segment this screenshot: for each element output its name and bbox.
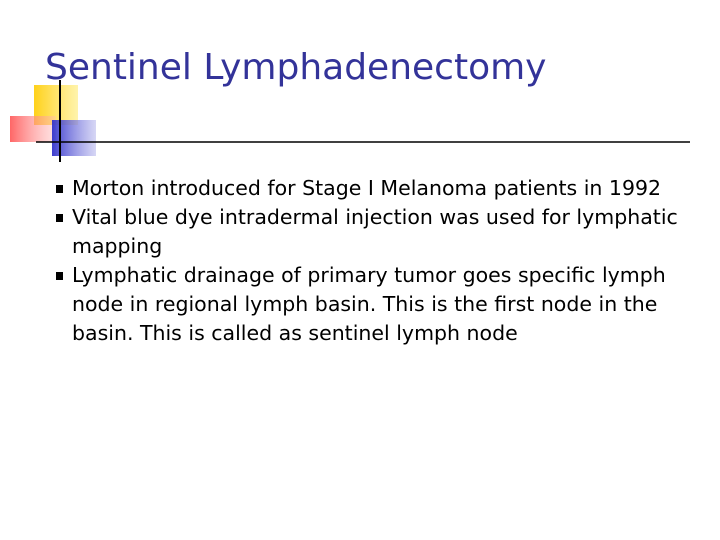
- slide-title: Sentinel Lymphadenectomy: [45, 47, 547, 88]
- bullet-text: Lymphatic drainage of primary tumor goes specific lymph node in regional lymph basin. This is the first node in the basin. This is called as sentinel lymph node: [72, 263, 666, 345]
- bullet-text: Vital blue dye intradermal injection was used for lymphatic mapping: [72, 205, 678, 258]
- bullet-item: [56, 203, 696, 261]
- deco-blue-square: [52, 120, 96, 156]
- deco-red-bar: [10, 116, 56, 142]
- square-bullet-icon: [56, 272, 63, 280]
- square-bullet-icon: [56, 214, 63, 222]
- square-bullet-icon: [56, 185, 63, 193]
- bullet-list: [56, 174, 696, 348]
- bullet-text: Morton introduced for Stage I Melanoma patients in 1992: [72, 176, 662, 200]
- bullet-item: [56, 174, 696, 203]
- bullet-item: [56, 261, 696, 348]
